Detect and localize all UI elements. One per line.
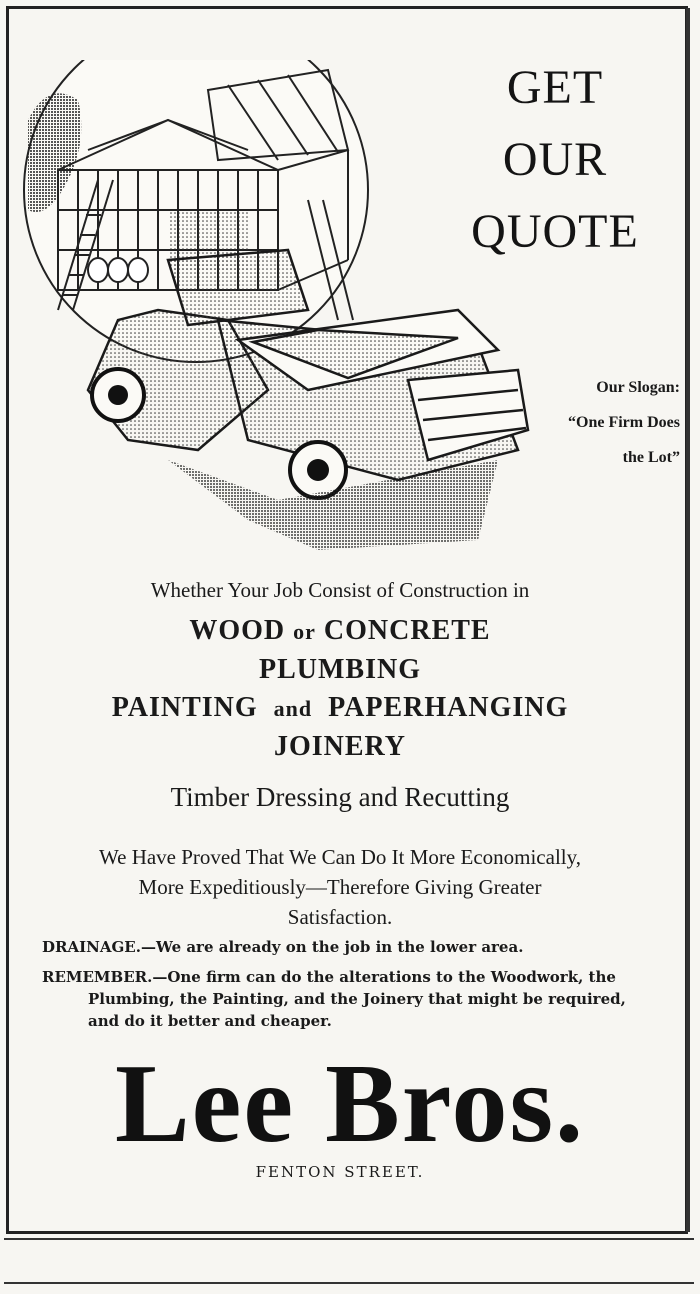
- proved-statement: We Have Proved That We Can Do It More Economically, More Expeditiously—Therefore Giving Greater Satisfaction.: [98, 845, 581, 929]
- notes: [42, 936, 662, 1040]
- drainage-note: DRAINAGE.—We are already on the job in the lower area.: [42, 938, 524, 956]
- slogan-line-1: “One Firm Does: [568, 414, 680, 431]
- bottom-rule: [4, 1238, 694, 1240]
- ad-border-right-rule: [686, 8, 690, 1232]
- headline: [440, 52, 670, 268]
- brand-name: Lee Bros.: [114, 1042, 586, 1166]
- service-plumbing: PLUMBING: [259, 654, 421, 685]
- headline-get: GET: [506, 61, 604, 114]
- page-bottom-rule: [4, 1282, 694, 1284]
- intro-text: Whether Your Job Consist of Construction in: [150, 578, 530, 602]
- slogan: [520, 370, 680, 475]
- services-list: [0, 612, 680, 766]
- service-joinery: JOINERY: [273, 731, 407, 762]
- street-address: FENTON STREET.: [255, 1163, 425, 1181]
- timber-dressing: Timber Dressing and Recutting: [170, 782, 510, 812]
- service-painting-paperhanging: PAINTING and PAPERHANGING: [111, 692, 569, 723]
- slogan-label: Our Slogan:: [596, 379, 680, 396]
- headline-quote: QUOTE: [471, 205, 639, 258]
- slogan-line-2: the Lot”: [622, 449, 680, 466]
- headline-our: OUR: [502, 133, 608, 186]
- remember-note: REMEMBER.—One firm can do the alterations to the Woodwork, the Plumbing, the Painting, and the Joinery that might be required, and do it better and cheaper.: [42, 968, 626, 1030]
- service-wood-concrete: WOOD or CONCRETE: [189, 615, 491, 646]
